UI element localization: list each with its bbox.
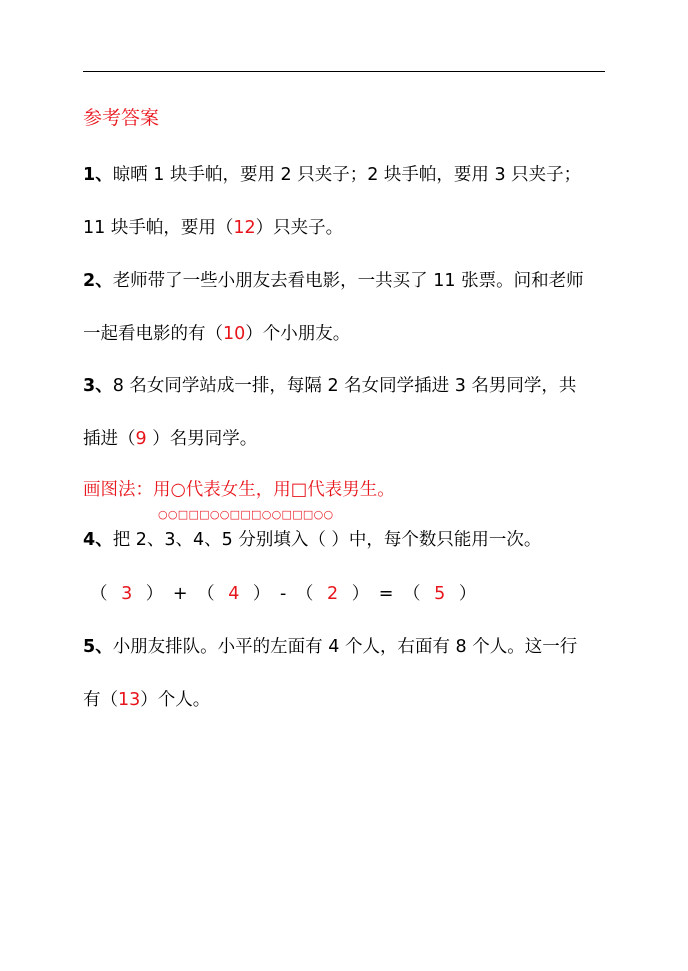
eq-answer-3: 2 (326, 584, 339, 604)
question-4-equation (90, 582, 476, 606)
question-4-separator: 、 (95, 530, 113, 550)
question-5-line-1 (83, 635, 577, 659)
eq-open-1: （ (90, 584, 108, 604)
question-3-answer: 9 (135, 429, 147, 449)
question-2-separator: 、 (95, 271, 113, 291)
eq-open-4: （ (403, 584, 421, 604)
question-5-text-post: ）个人。 (140, 690, 211, 710)
answer-key-title: 参考答案 (83, 107, 160, 129)
question-2-answer: 10 (223, 324, 246, 344)
question-3-text-pre: 插进（ (83, 429, 136, 449)
eq-open-2: （ (197, 584, 215, 604)
question-4-line-1 (83, 528, 541, 552)
eq-answer-4: 5 (434, 584, 446, 604)
eq-plus: + (172, 584, 188, 604)
question-1-text-pre: 11 块手帕，要用（ (83, 218, 234, 238)
question-5-number: 5 (83, 637, 96, 657)
eq-open-3: （ (295, 584, 314, 604)
question-5-text: 小朋友排队。小平的左面有 4 个人，右面有 8 个人。这一行 (112, 637, 578, 657)
question-5-answer: 13 (118, 690, 141, 710)
eq-close-3: ） (351, 584, 370, 604)
question-2-line-2 (83, 322, 350, 346)
question-3-number: 3 (83, 376, 96, 396)
question-1-text-post: ）只夹子。 (255, 218, 344, 238)
question-3-separator: 、 (95, 376, 113, 396)
question-5-text-pre: 有（ (83, 690, 118, 710)
question-2-number: 2 (83, 271, 96, 291)
question-2-text: 老师带了一些小朋友去看电影，一共买了 11 张票。问和老师 (112, 271, 584, 291)
question-1-separator: 、 (95, 165, 113, 185)
question-5-separator: 、 (95, 637, 113, 657)
question-1-line-2 (83, 216, 343, 240)
eq-minus: - (280, 584, 287, 604)
question-1-answer: 12 (233, 218, 256, 238)
header-rule (83, 71, 605, 72)
eq-answer-1: 3 (121, 584, 133, 604)
question-3-text: 8 名女同学站成一排，每隔 2 名女同学插进 3 名男同学，共 (112, 376, 577, 396)
eq-equals: = (378, 584, 394, 604)
question-4-number: 4 (83, 530, 96, 550)
eq-close-1: ） (145, 584, 164, 604)
eq-close-2: ） (252, 584, 271, 604)
question-1-text: 晾晒 1 块手帕，要用 2 只夹子；2 块手帕，要用 3 只夹子； (112, 165, 582, 185)
question-3-drawing-method: 画图法：用○代表女生，用□代表男生。 (83, 480, 395, 500)
question-5-line-2 (83, 688, 210, 712)
question-3-shape-diagram: ○○□□□○○□□□○○□□□○○ (158, 508, 334, 521)
question-3-line-1 (83, 374, 576, 398)
question-2-text-pre: 一起看电影的有（ (83, 324, 223, 344)
question-3-text-post: ）名男同学。 (146, 429, 258, 449)
question-2-line-1 (83, 269, 584, 293)
question-1-line-1 (83, 163, 581, 187)
question-3-line-2 (83, 427, 257, 451)
eq-close-4: ） (458, 584, 477, 604)
question-4-text: 把 2、3、4、5 分别填入（ ）中，每个数只能用一次。 (112, 530, 542, 550)
eq-answer-2: 4 (228, 584, 240, 604)
question-1-number: 1 (83, 165, 96, 185)
question-2-text-post: ）个小朋友。 (245, 324, 351, 344)
